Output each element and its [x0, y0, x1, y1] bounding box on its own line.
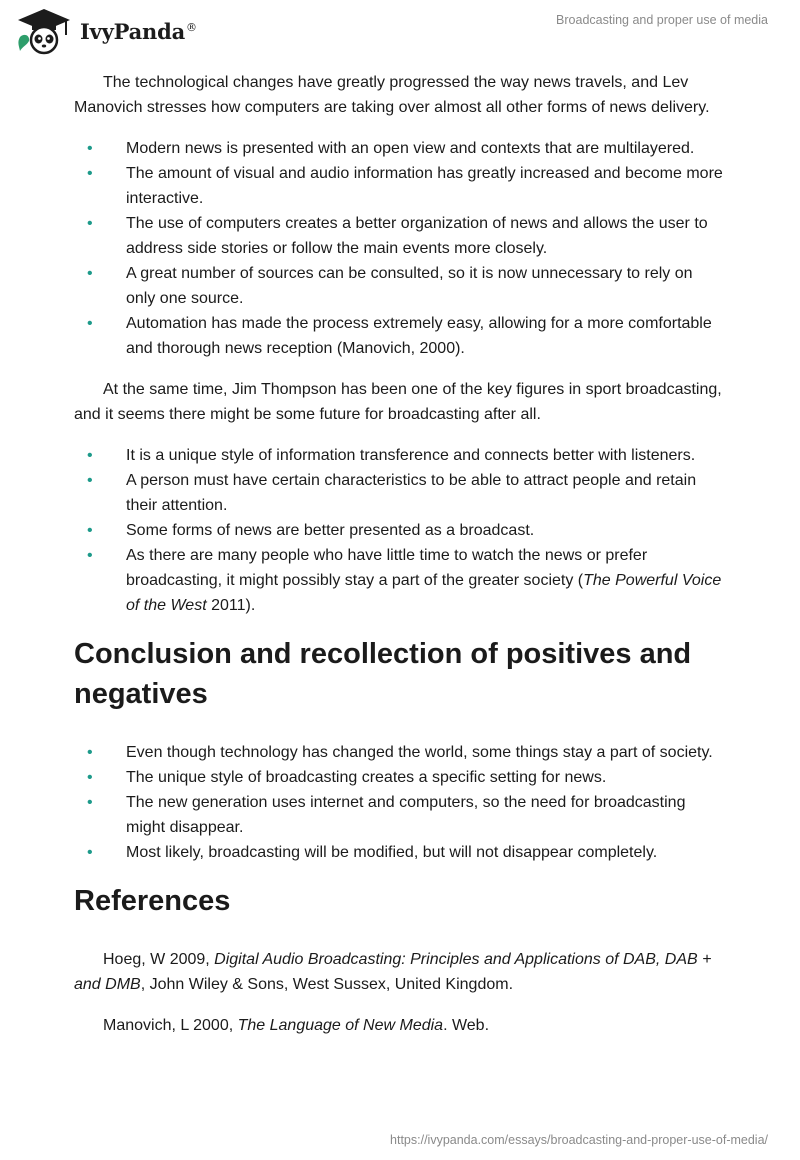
bullet-list-technology	[74, 136, 724, 361]
list-item: • Even though technology has changed the world, some things stay a part of society.	[74, 740, 724, 765]
heading-conclusion: Conclusion and recollection of positives and negatives	[74, 638, 692, 710]
bullet-icon: •	[87, 140, 93, 157]
list-item: • It is a unique style of information transference and connects better with listeners.	[74, 443, 724, 468]
running-title: Broadcasting and proper use of media	[556, 13, 768, 27]
essay-content	[74, 70, 724, 1054]
bullet-icon: •	[87, 794, 93, 811]
bullet-icon: •	[87, 472, 93, 489]
list-item: • The unique style of broadcasting creates a specific setting for news.	[74, 765, 724, 790]
list-item: • A great number of sources can be consulted, so it is now unnecessary to rely on only one source.	[74, 261, 724, 311]
paragraph-broadcasting: At the same time, Jim Thompson has been one of the key figures in sport broadcasting, and it seems there might be some future for broadcasting after all.	[74, 381, 722, 423]
bullet-icon: •	[87, 265, 93, 282]
list-item: • Modern news is presented with an open view and contexts that are multilayered.	[74, 136, 724, 161]
heading-references: References	[74, 885, 231, 917]
bullet-icon: •	[87, 744, 93, 761]
reference-entry: Manovich, L 2000, The Language of New Media. Web.	[103, 1017, 490, 1034]
paragraph-technology: The technological changes have greatly progressed the way news travels, and Lev Manovich stresses how computers are taking over almost all other forms of news delivery.	[74, 74, 710, 116]
bullet-icon: •	[87, 522, 93, 539]
list-item: • As there are many people who have little time to watch the news or prefer broadcasting, it might possibly stay a part of the greater society (The Powerful Voice of the West 2011).	[74, 543, 724, 618]
reference-entry: Hoeg, W 2009, Digital Audio Broadcasting: Principles and Applications of DAB, DAB + and DMB, John Wiley & Sons, West Sussex, United Kingdom.	[74, 951, 712, 993]
page-header	[0, 0, 800, 60]
bullet-icon: •	[87, 769, 93, 786]
list-item: • Automation has made the process extremely easy, allowing for a more comfortable and thorough news reception (Manovich, 2000).	[74, 311, 724, 361]
bullet-list-conclusion	[74, 740, 724, 865]
brand-name: IvyPanda®	[80, 18, 197, 44]
bullet-icon: •	[87, 215, 93, 232]
list-item: • Most likely, broadcasting will be modified, but will not disappear completely.	[74, 840, 724, 865]
bullet-icon: •	[87, 315, 93, 332]
source-url-link[interactable]: https://ivypanda.com/essays/broadcasting-and-proper-use-of-media/	[390, 1133, 768, 1147]
bullet-list-broadcasting	[74, 443, 724, 618]
panda-logo-icon	[14, 7, 74, 55]
list-item: • The amount of visual and audio information has greatly increased and become more interactive.	[74, 161, 724, 211]
list-item: • A person must have certain characteristics to be able to attract people and retain their attention.	[74, 468, 724, 518]
list-item: • The use of computers creates a better organization of news and allows the user to address side stories or follow the main events more closely.	[74, 211, 724, 261]
bullet-icon: •	[87, 165, 93, 182]
bullet-icon: •	[87, 447, 93, 464]
brand-logo[interactable]	[14, 7, 197, 55]
bullet-icon: •	[87, 547, 93, 564]
list-item: • The new generation uses internet and computers, so the need for broadcasting might disappear.	[74, 790, 724, 840]
list-item: • Some forms of news are better presented as a broadcast.	[74, 518, 724, 543]
bullet-icon: •	[87, 844, 93, 861]
